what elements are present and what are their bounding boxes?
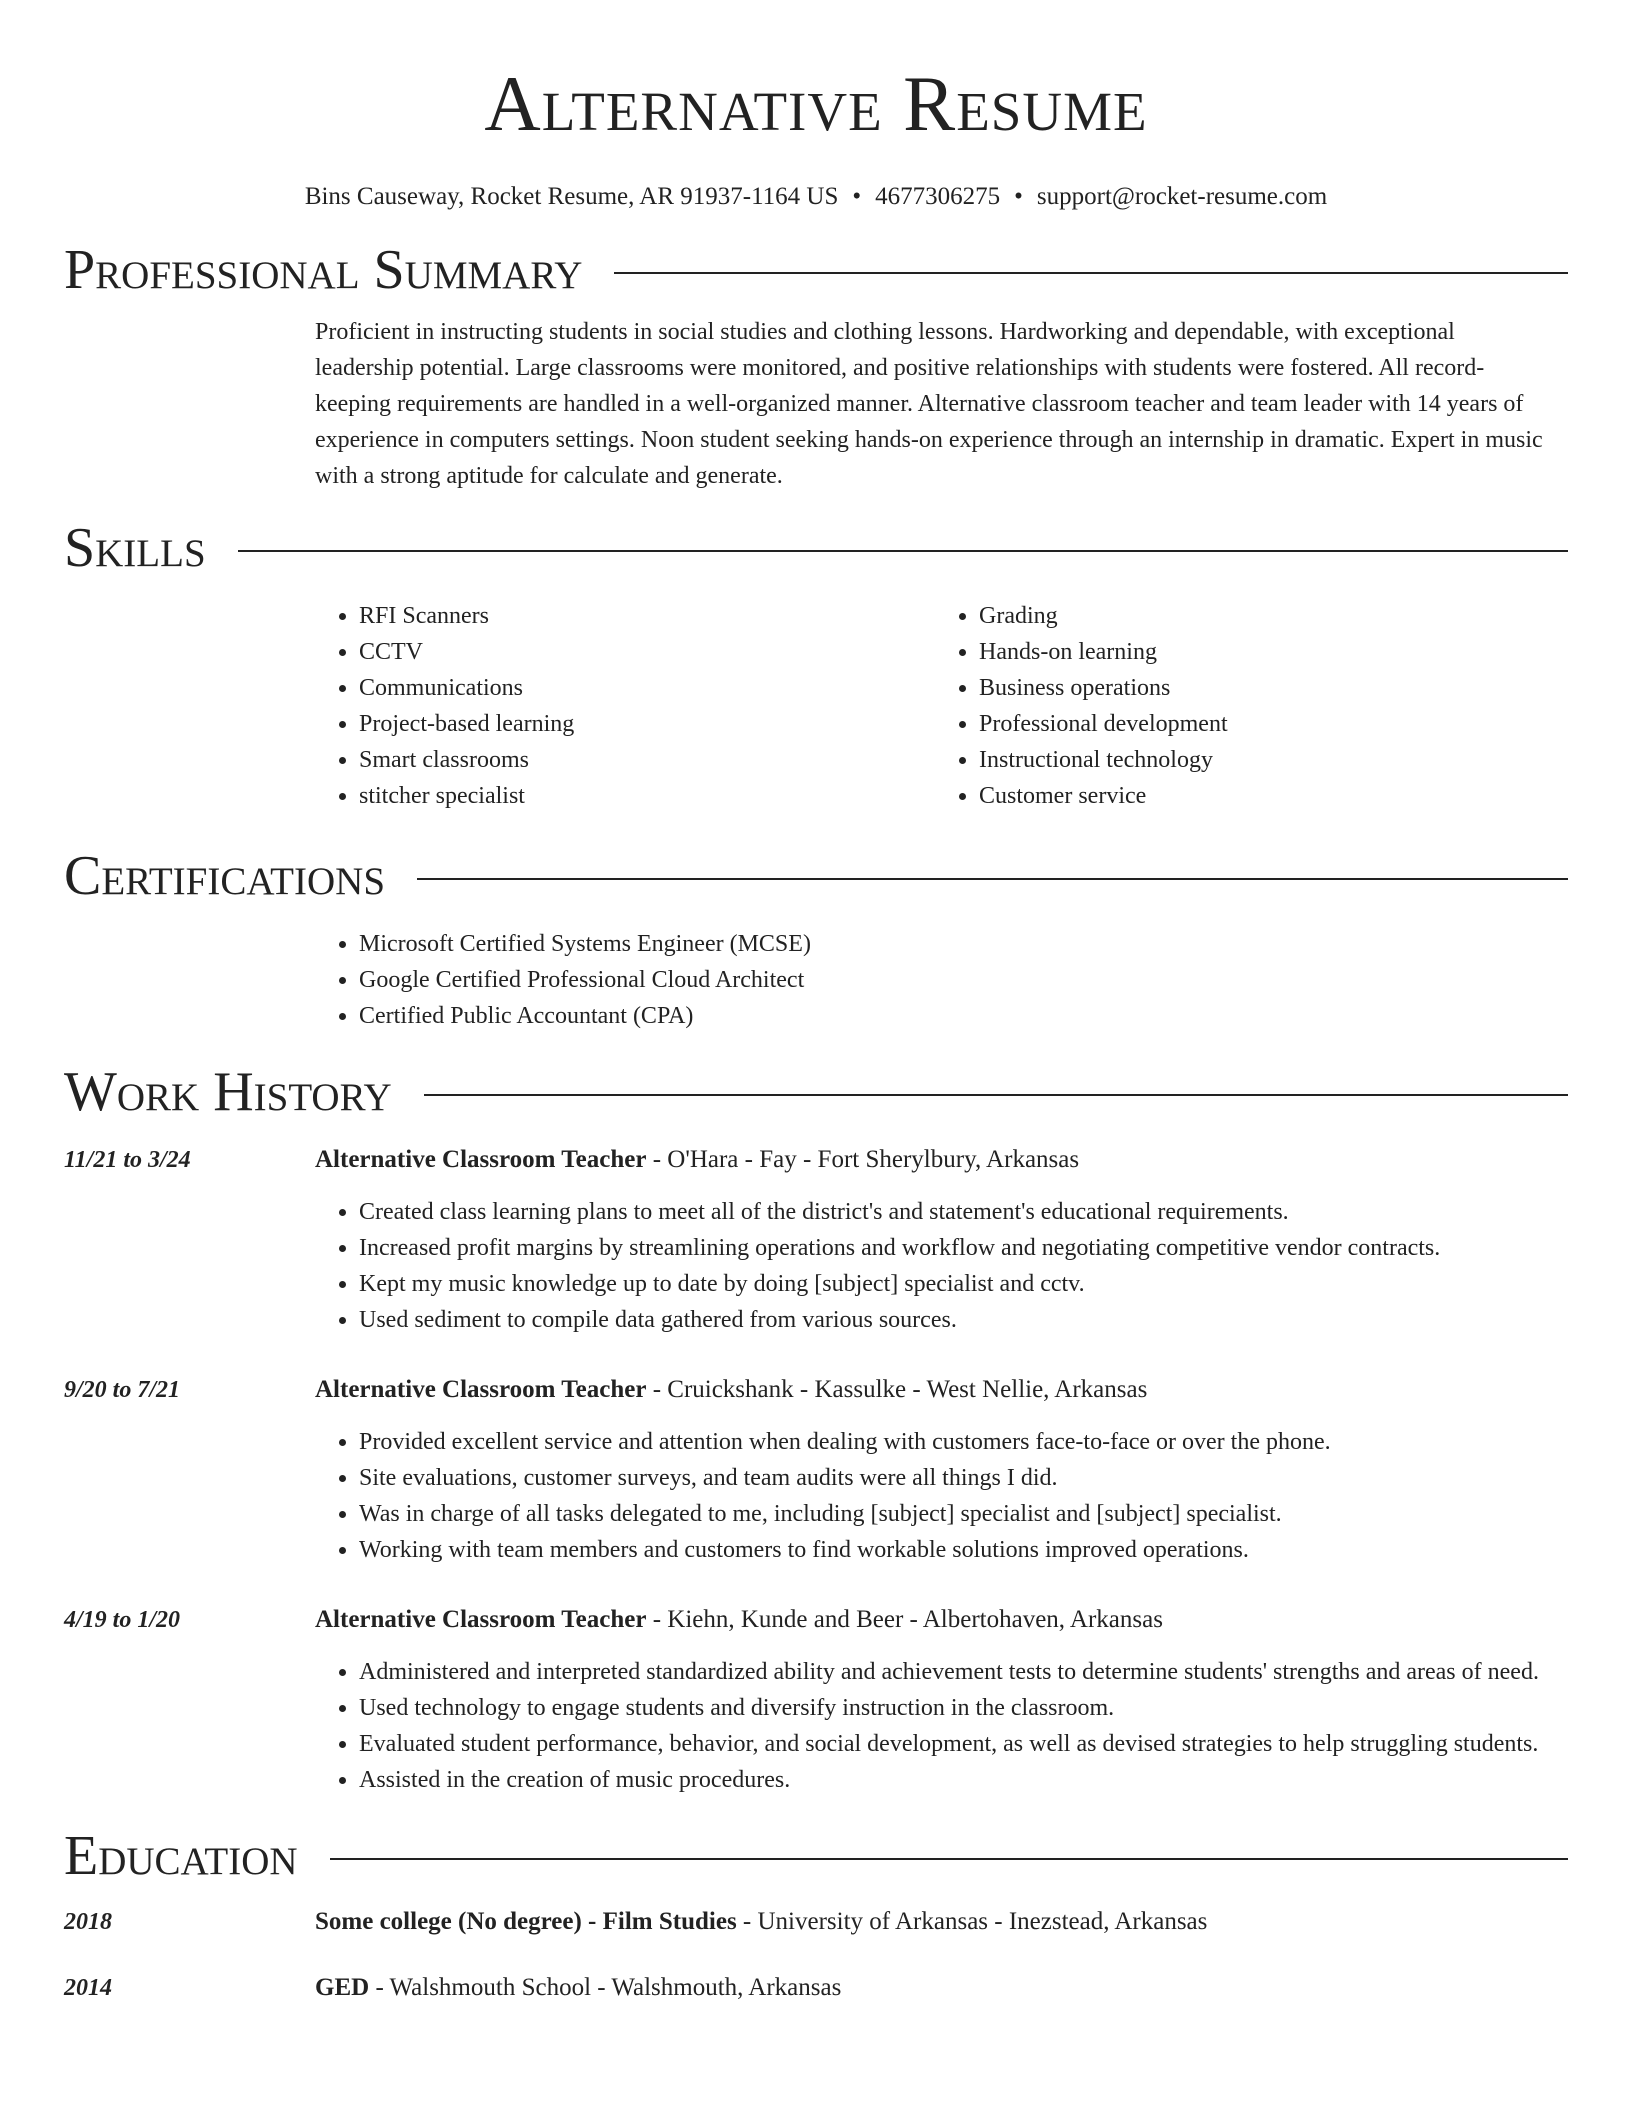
education-year: 2014 — [64, 1975, 112, 2001]
section-divider — [417, 878, 1568, 880]
education-header — [64, 1822, 1568, 1890]
contact-phone: 4677306275 — [875, 183, 1001, 210]
education-school: - Walshmouth School - Walshmouth, Arkansas — [369, 1974, 842, 2001]
certification-item: • Certified Public Accountant (CPA) — [359, 998, 1555, 1034]
summary-title: Professional Summary — [64, 239, 583, 301]
work-history-header — [64, 1058, 1568, 1126]
skill-item: • CCTV — [359, 634, 935, 670]
resume-name: Alternative Resume — [484, 60, 1148, 147]
job-bullet: • Assisted in the creation of music procedures. — [359, 1762, 1555, 1798]
summary-section — [64, 236, 1568, 494]
job-role: Alternative Classroom Teacher — [315, 1376, 647, 1403]
job-bullet: • Administered and interpreted standardized ability and achievement tests to determine students' strengths and areas of need. — [359, 1654, 1555, 1690]
skill-item: • Communications — [359, 670, 935, 706]
work-history-title: Work History — [64, 1061, 392, 1123]
job-entry — [64, 1142, 1568, 1338]
job-heading — [315, 1602, 1555, 1638]
education-section — [64, 1822, 1568, 2006]
contact-line — [0, 180, 1632, 214]
certifications-header — [64, 842, 1568, 910]
certifications-body — [315, 926, 1555, 1034]
work-history-section — [64, 1058, 1568, 1798]
education-entry — [64, 1970, 1568, 2006]
section-divider — [424, 1094, 1568, 1096]
job-employer: - O'Hara - Fay - Fort Sherylbury, Arkansas — [646, 1146, 1080, 1173]
job-entry — [64, 1372, 1568, 1568]
skill-item: • Smart classrooms — [359, 742, 935, 778]
skill-item: • stitcher specialist — [359, 778, 935, 814]
skills-list-right — [935, 598, 1555, 814]
contact-separator: • — [1014, 183, 1023, 210]
job-bullet: • Kept my music knowledge up to date by doing [subject] specialist and cctv. — [359, 1266, 1555, 1302]
job-role: Alternative Classroom Teacher — [315, 1606, 647, 1633]
skill-item: • Business operations — [979, 670, 1555, 706]
certifications-section — [64, 842, 1568, 1034]
contact-email: support@rocket-resume.com — [1036, 183, 1328, 210]
education-entry — [64, 1904, 1568, 1940]
section-divider — [614, 272, 1568, 274]
job-role: Alternative Classroom Teacher — [315, 1146, 647, 1173]
skill-item: • Instructional technology — [979, 742, 1555, 778]
skills-grid — [315, 598, 1555, 814]
section-divider — [330, 1858, 1568, 1860]
job-heading — [315, 1372, 1555, 1408]
skill-item: • RFI Scanners — [359, 598, 935, 634]
job-bullets — [315, 1424, 1555, 1568]
certification-item: • Google Certified Professional Cloud Architect — [359, 962, 1555, 998]
skill-item: • Grading — [979, 598, 1555, 634]
job-bullet: • Evaluated student performance, behavior, and social development, as well as devised strategies to help struggling students. — [359, 1726, 1555, 1762]
certification-item: • Microsoft Certified Systems Engineer (MCSE) — [359, 926, 1555, 962]
job-bullet: • Provided excellent service and attention when dealing with customers face-to-face or over the phone. — [359, 1424, 1555, 1460]
job-bullets — [315, 1194, 1555, 1338]
skill-item: • Professional development — [979, 706, 1555, 742]
skills-list-left — [315, 598, 935, 814]
job-dates: 9/20 to 7/21 — [64, 1377, 181, 1403]
job-bullet: • Increased profit margins by streamlining operations and workflow and negotiating competitive vendor contracts. — [359, 1230, 1555, 1266]
job-bullet: • Site evaluations, customer surveys, and team audits were all things I did. — [359, 1460, 1555, 1496]
job-entry — [64, 1602, 1568, 1798]
job-bullet: • Used sediment to compile data gathered from various sources. — [359, 1302, 1555, 1338]
education-degree: GED — [315, 1974, 370, 2001]
education-details — [315, 1904, 1555, 1940]
job-dates: 4/19 to 1/20 — [64, 1607, 181, 1633]
job-details — [315, 1142, 1555, 1338]
job-details — [315, 1602, 1555, 1798]
job-heading — [315, 1142, 1555, 1178]
summary-text: Proficient in instructing students in social studies and clothing lessons. Hardworking and dependable, with exceptional leadership potential. Large classrooms were monitored, and positive relationships with students were fostered. All record-keeping requirements are handled in a well-organized manner. Alternative classroom teacher and team leader with 14 years of experience in computers settings. Noon student seeking hands-on experience through an internship in dramatic. Expert in music with a strong aptitude for calculate and generate. — [315, 319, 1543, 489]
education-title: Education — [64, 1825, 298, 1887]
job-bullet: • Used technology to engage students and diversify instruction in the classroom. — [359, 1690, 1555, 1726]
contact-separator: • — [852, 183, 862, 210]
education-details — [315, 1970, 1555, 2006]
job-employer: - Cruickshank - Kassulke - West Nellie, Arkansas — [646, 1376, 1148, 1403]
education-degree: Some college (No degree) - Film Studies — [315, 1908, 737, 1935]
education-school: - University of Arkansas - Inezstead, Arkansas — [736, 1908, 1208, 1935]
skill-item: • Hands-on learning — [979, 634, 1555, 670]
skill-item: • Project-based learning — [359, 706, 935, 742]
section-divider — [238, 550, 1568, 552]
certifications-list — [315, 926, 1555, 1034]
skill-item: • Customer service — [979, 778, 1555, 814]
education-year: 2018 — [64, 1909, 112, 1935]
job-dates: 11/21 to 3/24 — [64, 1147, 191, 1173]
skills-title: Skills — [64, 517, 206, 579]
job-bullet: • Working with team members and customers to find workable solutions improved operations. — [359, 1532, 1555, 1568]
job-bullets — [315, 1654, 1555, 1798]
contact-address: Bins Causeway, Rocket Resume, AR 91937-1164 US — [304, 183, 839, 210]
skills-section — [64, 514, 1568, 814]
summary-header — [64, 236, 1568, 304]
certifications-title: Certifications — [64, 845, 386, 907]
skills-header — [64, 514, 1568, 582]
summary-body — [315, 314, 1555, 494]
job-bullet: • Was in charge of all tasks delegated to me, including [subject] specialist and [subject] specialist. — [359, 1496, 1555, 1532]
job-bullet: • Created class learning plans to meet all of the district's and statement's educational requirements. — [359, 1194, 1555, 1230]
job-details — [315, 1372, 1555, 1568]
job-employer: - Kiehn, Kunde and Beer - Albertohaven, Arkansas — [646, 1606, 1163, 1633]
